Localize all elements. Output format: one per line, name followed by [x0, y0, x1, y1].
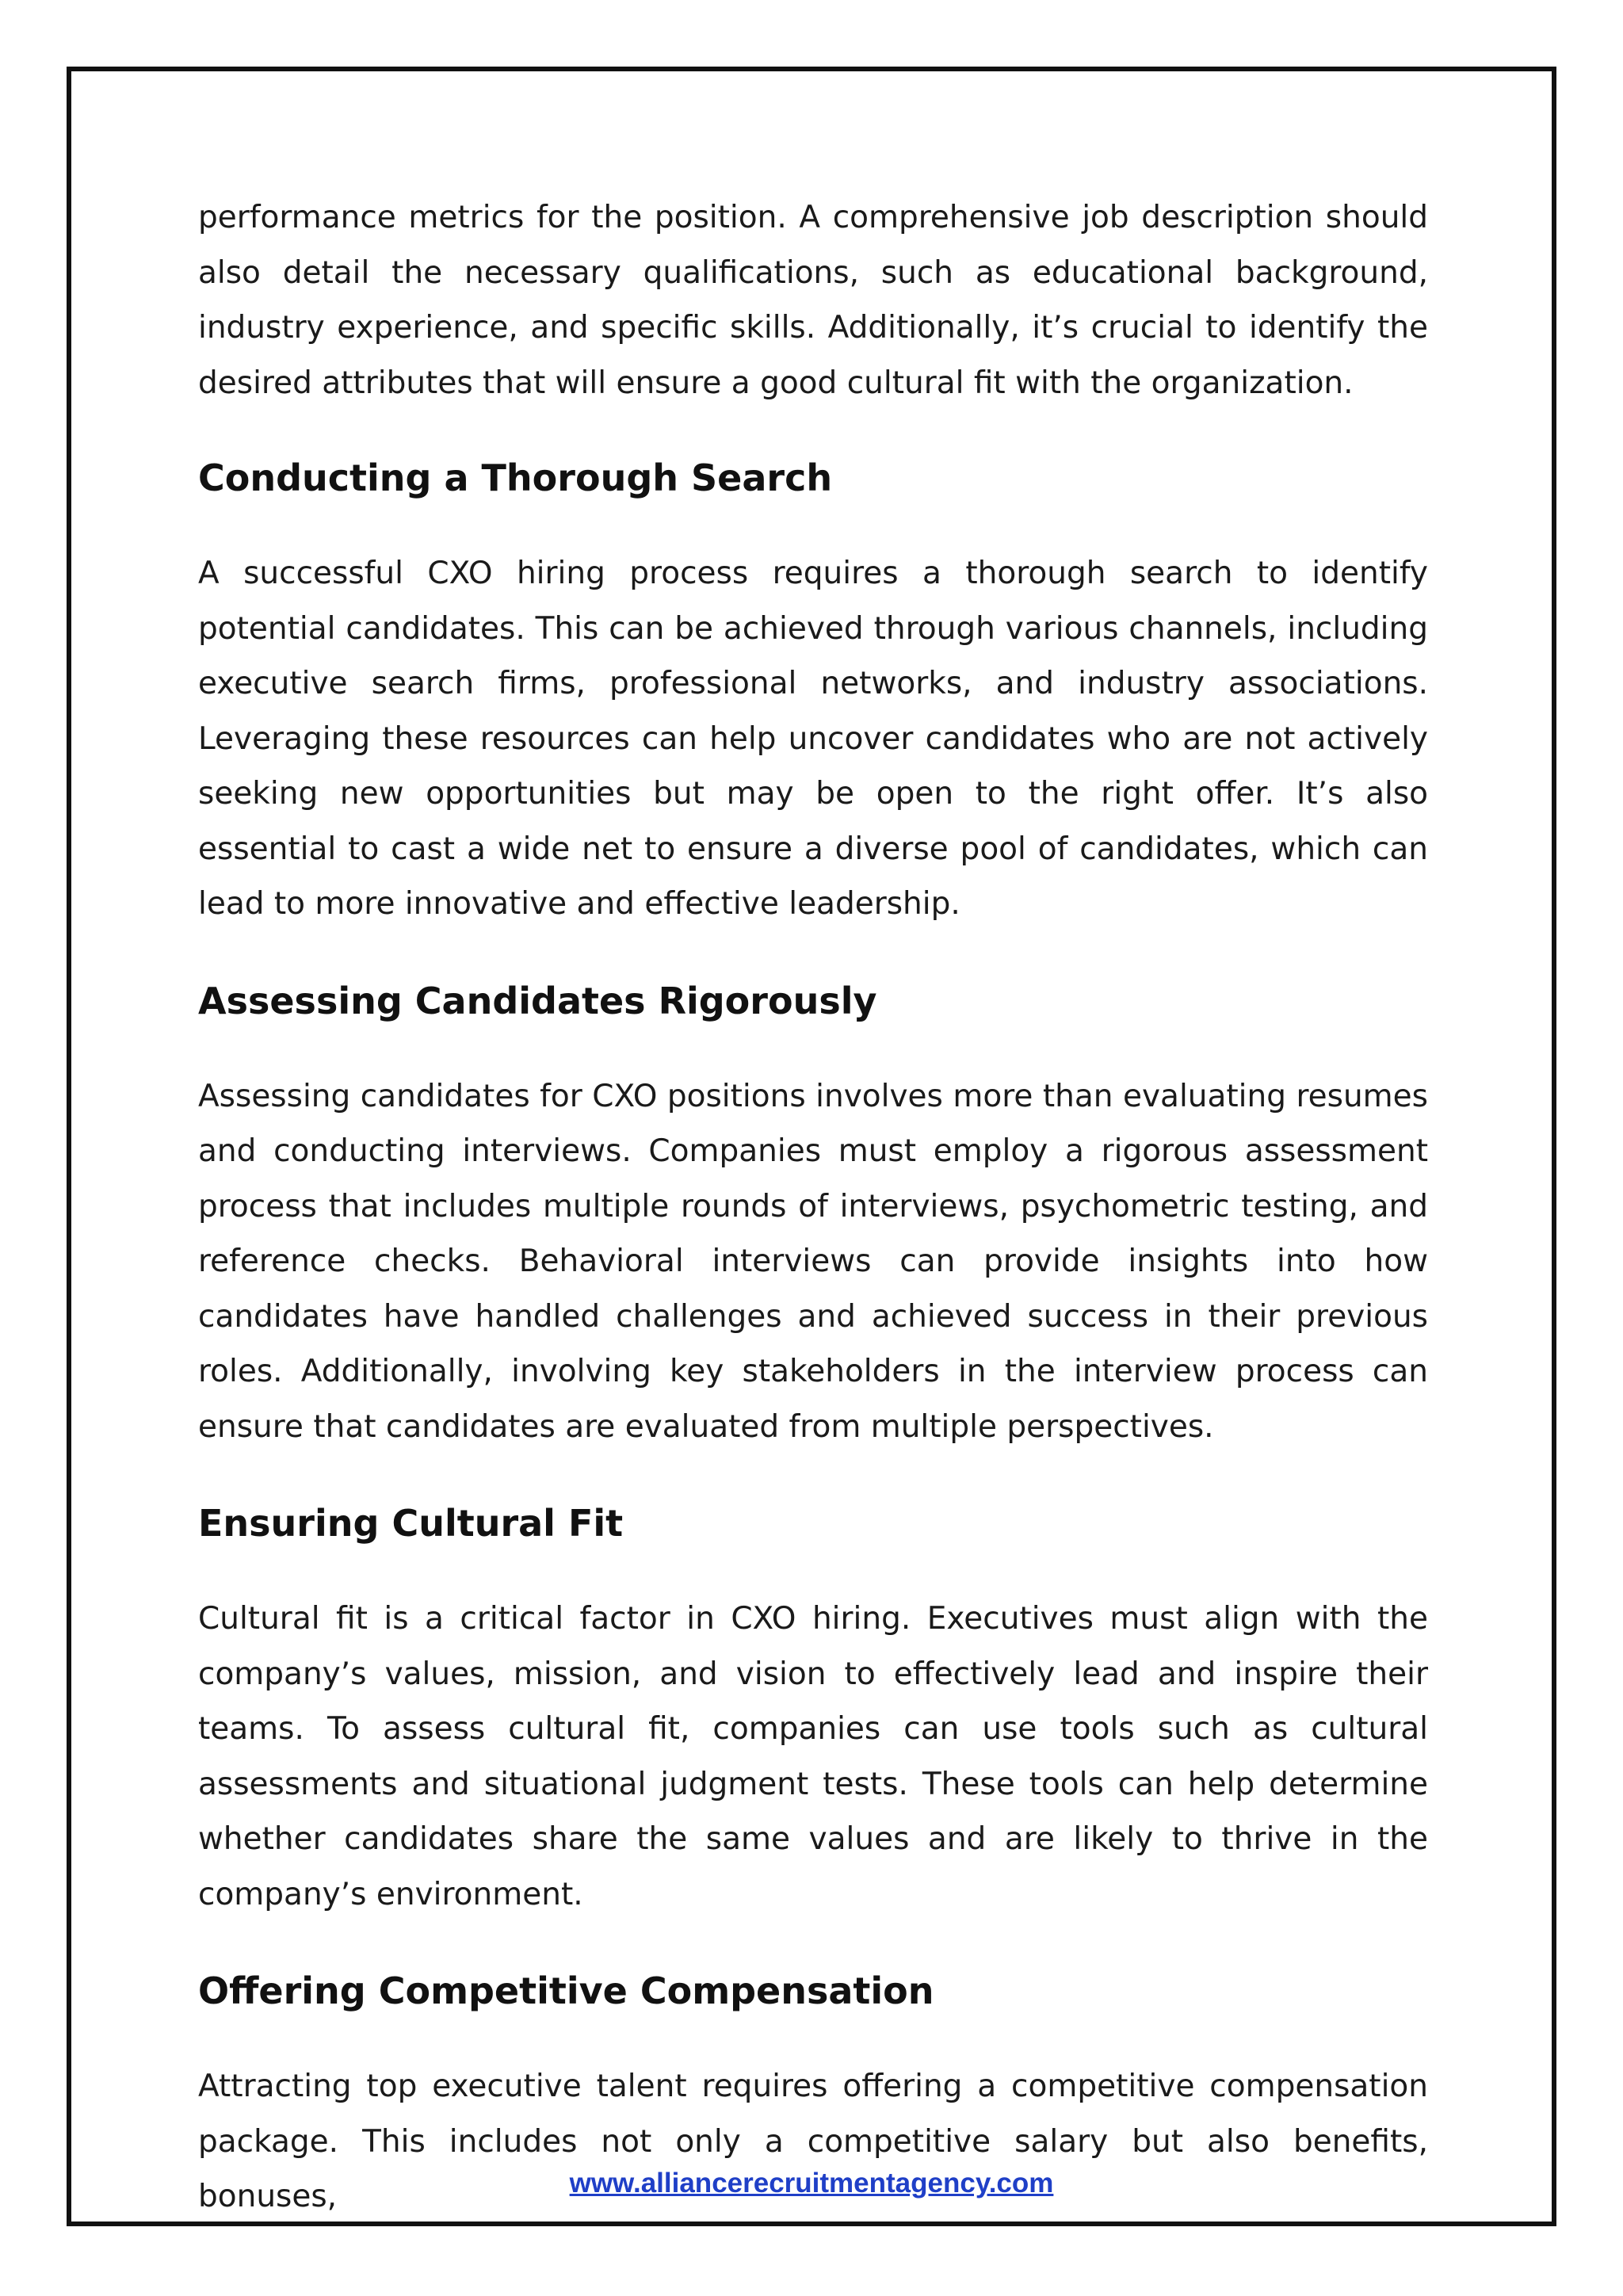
website-link[interactable]: www.alliancerecruitmentagency.com	[569, 2168, 1054, 2199]
section-cultural-fit	[198, 1501, 1428, 1922]
section-heading: Ensuring Cultural Fit	[198, 1502, 624, 1545]
section-paragraph: Cultural fit is a critical factor in CXO hiring. Executives must align with the company’s values, mission, and vision to effectively lead and inspire their teams. To assess cultural fit, companies can use tools such as cultural assessments and situational judgment tests. These tools can help determine whether candidates share the same values and are likely to thrive in the company’s environment.	[198, 1601, 1428, 1912]
section-assessing-candidates	[198, 979, 1428, 1455]
section-paragraph: Attracting top executive talent requires offering a competitive compensation package. This includes not only a competitive salary but also benefits, bonuses,	[198, 2069, 1428, 2214]
intro-paragraph: performance metrics for the position. A comprehensive job description should also detail the necessary qualifications, such as educational background, industry experience, and specific skills. Additionally, it’s crucial to identify the desired attributes that will ensure a good cultural fit with the organization.	[198, 200, 1428, 401]
section-heading: Offering Competitive Compensation	[198, 1969, 934, 2012]
section-thorough-search	[198, 456, 1428, 932]
footer	[0, 2168, 1623, 2199]
section-heading: Conducting a Thorough Search	[198, 457, 833, 499]
document-body	[198, 190, 1428, 2271]
section-paragraph: A successful CXO hiring process requires a thorough search to identify potential candidates. This can be achieved through various channels, including executive search firms, professional networks, and industry associations. Leveraging these resources can help uncover candidates who are not actively seeking new opportunities but may be open to the right offer. It’s also essential to cast a wide net to ensure a diverse pool of candidates, which can lead to more innovative and effective leadership.	[198, 556, 1428, 922]
section-heading: Assessing Candidates Rigorously	[198, 979, 877, 1022]
section-paragraph: Assessing candidates for CXO positions involves more than evaluating resumes and conducting interviews. Companies must employ a rigorous assessment process that includes multiple rounds of interviews, psychometric testing, and reference checks. Behavioral interviews can provide insights into how candidates have handled challenges and achieved success in their previous roles. Additionally, involving key stakeholders in the interview process can ensure that candidates are evaluated from multiple perspectives.	[198, 1078, 1428, 1445]
